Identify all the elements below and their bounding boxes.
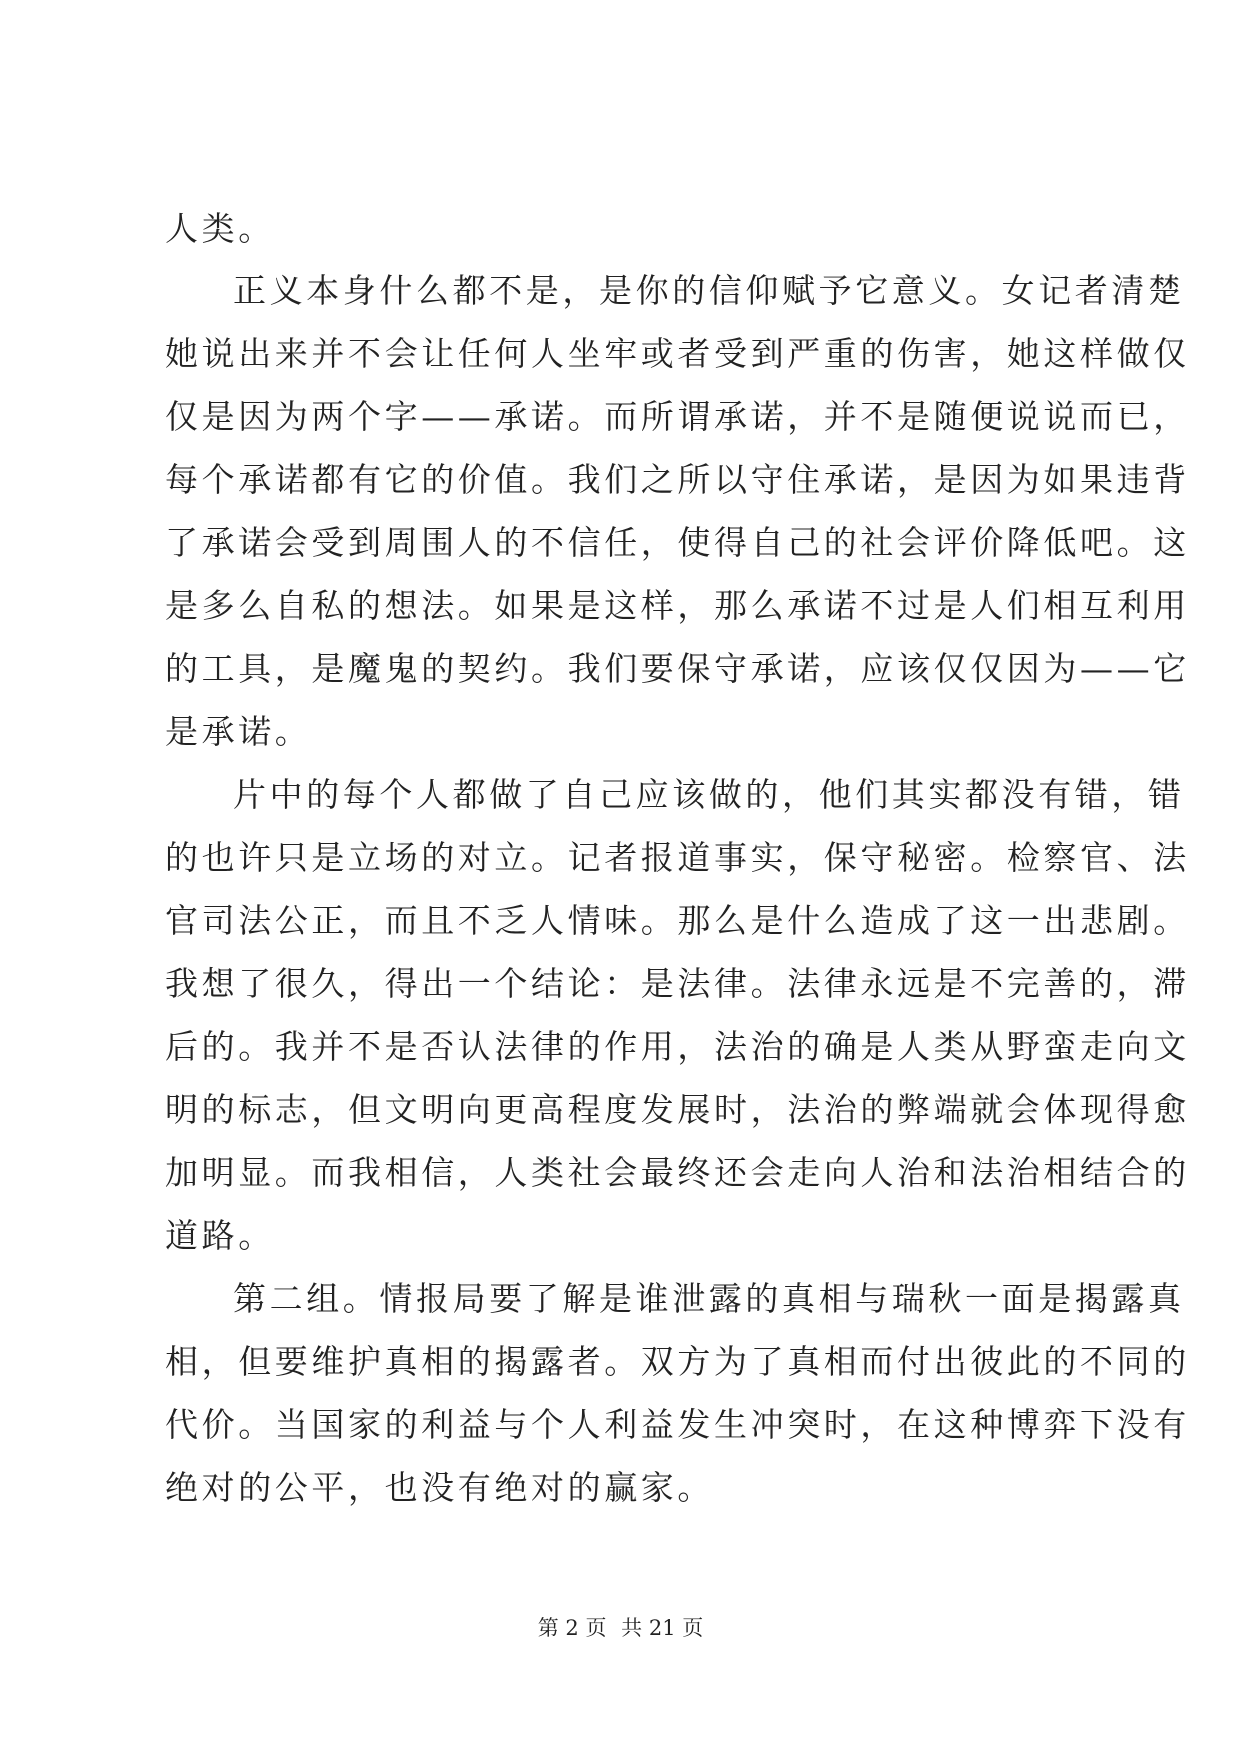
text-line: 道路。 [165,1216,275,1255]
text-line: 后的。我并不是否认法律的作用，法治的确是人类从野蛮走向文 [165,1027,1190,1066]
text-line: 的工具，是魔鬼的契约。我们要保守承诺，应该仅仅因为——它 [165,649,1190,688]
text-line: 绝对的公平，也没有绝对的赢家。 [165,1468,714,1507]
text-line: 的也许只是立场的对立。记者报道事实，保守秘密。检察官、法 [165,838,1190,877]
text-line: 是多么自私的想法。如果是这样，那么承诺不过是人们相互利用 [165,586,1190,625]
text-line: 相，但要维护真相的揭露者。双方为了真相而付出彼此的不同的 [165,1342,1190,1381]
page-total: 共 21 页 [621,1616,704,1640]
text-line: 第二组。情报局要了解是谁泄露的真相与瑞秋一面是揭露真 [233,1279,1185,1318]
text-line: 人类。 [165,209,275,248]
text-line: 代价。当国家的利益与个人利益发生冲突时，在这种博弈下没有 [165,1405,1190,1444]
page-number: 第 2 页 [537,1616,607,1640]
text-line: 正义本身什么都不是，是你的信仰赋予它意义。女记者清楚 [233,271,1185,310]
text-line: 片中的每个人都做了自己应该做的，他们其实都没有错，错 [233,775,1185,814]
text-line: 我想了很久，得出一个结论：是法律。法律永远是不完善的，滞 [165,964,1190,1003]
text-line: 加明显。而我相信，人类社会最终还会走向人治和法治相结合的 [165,1153,1190,1192]
text-line: 明的标志，但文明向更高程度发展时，法治的弊端就会体现得愈 [165,1090,1190,1129]
text-line: 官司法公正，而且不乏人情味。那么是什么造成了这一出悲剧。 [165,901,1190,940]
text-line: 了承诺会受到周围人的不信任，使得自己的社会评价降低吧。这 [165,523,1190,562]
page-footer [0,1615,1241,1641]
text-line: 是承诺。 [165,712,312,751]
text-line: 每个承诺都有它的价值。我们之所以守住承诺，是因为如果违背 [165,460,1190,499]
text-line: 她说出来并不会让任何人坐牢或者受到严重的伤害，她这样做仅 [165,334,1190,373]
text-line: 仅是因为两个字——承诺。而所谓承诺，并不是随便说说而已， [165,397,1190,436]
